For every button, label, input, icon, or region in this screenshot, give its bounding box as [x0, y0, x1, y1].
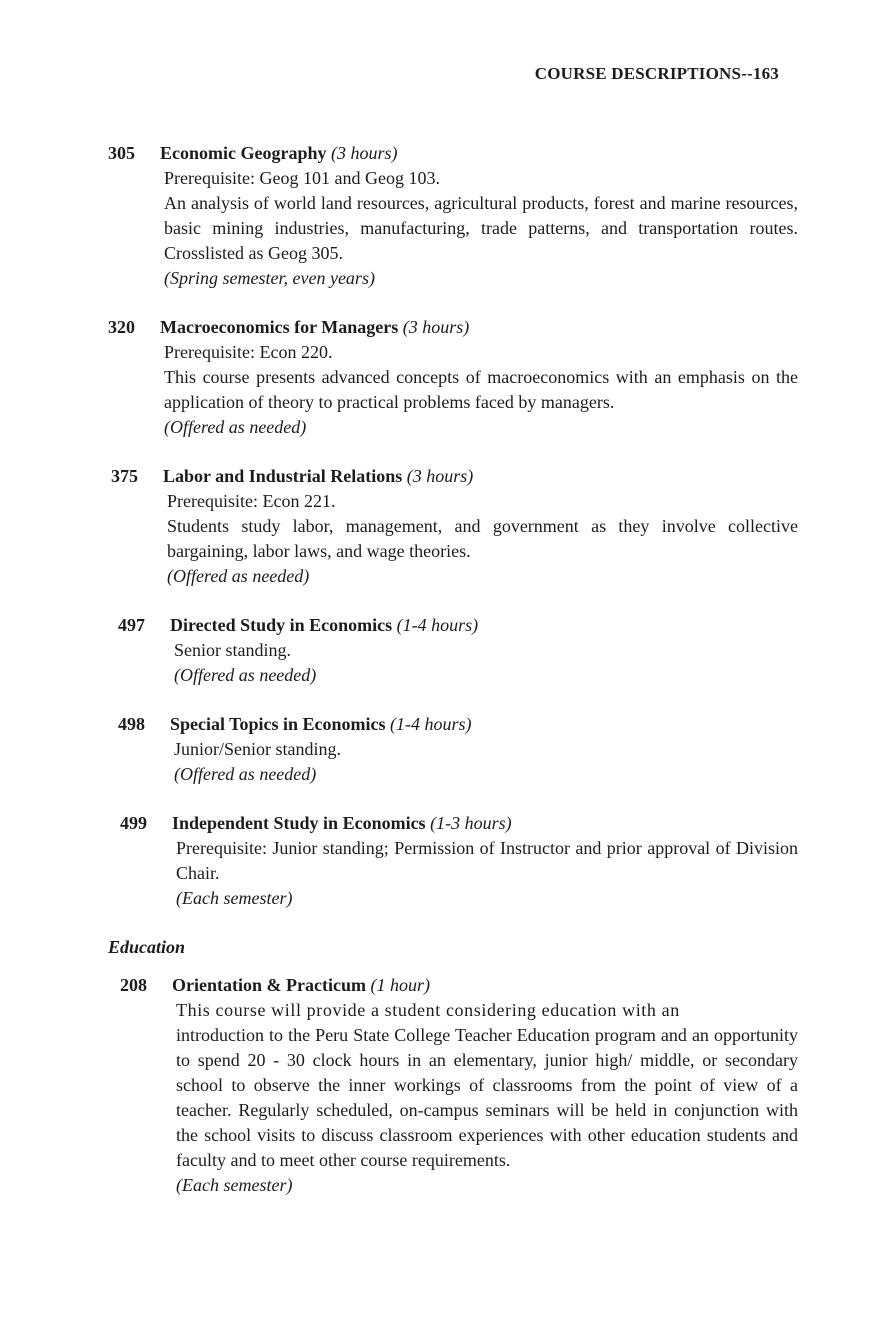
course-description: introduction to the Peru State College Teacher Education program and an opportunity to spend 20 - 30 clock hours in an elementary, junior high/ middle, or secondary school to observe the inner workings of classrooms from the point of view of a teacher. Regularly scheduled, on-campus seminars will be held in conjunction with the school visits to discuss classroom experiences with other education students and faculty and to meet other course requirements. — [176, 1025, 798, 1170]
course-heading — [118, 613, 798, 638]
course-offered: (Offered as needed) — [164, 417, 307, 437]
section-heading-education: Education — [108, 937, 186, 957]
course-prerequisite: Prerequisite: Junior standing; Permission of Instructor and prior approval of Division Chair. — [176, 838, 798, 883]
course-heading — [108, 315, 798, 340]
course-heading — [118, 712, 798, 737]
course-prerequisite: Junior/Senior standing. — [174, 739, 341, 759]
running-header: COURSE DESCRIPTIONS--163 — [534, 64, 779, 83]
course-number: 499 — [120, 813, 147, 833]
course-prerequisite: Prerequisite: Geog 101 and Geog 103. — [164, 168, 440, 188]
course-offered: (Offered as needed) — [174, 665, 317, 685]
course-body — [176, 998, 798, 1198]
course-offered: (Offered as needed) — [167, 566, 310, 586]
course-offered: (Each semester) — [176, 1175, 293, 1195]
course-offered: (Offered as needed) — [174, 764, 317, 784]
course-body — [176, 836, 798, 911]
course-title: Labor and Industrial Relations — [163, 466, 403, 486]
course-prerequisite: Prerequisite: Econ 220. — [164, 342, 333, 362]
course-number: 320 — [108, 317, 135, 337]
course-title: Macroeconomics for Managers — [160, 317, 399, 337]
course-body — [164, 166, 798, 291]
course-title: Directed Study in Economics — [170, 615, 393, 635]
course-title: Economic Geography — [160, 143, 327, 163]
course-title: Special Topics in Economics — [170, 714, 386, 734]
course-hours: (1-3 hours) — [430, 813, 512, 833]
course-hours: (1-4 hours) — [390, 714, 472, 734]
course-description-lead: This course will provide a student considering education with an — [176, 1000, 680, 1020]
course-title: Orientation & Practicum — [172, 975, 366, 995]
course-body — [164, 340, 798, 440]
course-offered: (Each semester) — [176, 888, 293, 908]
course-375 — [111, 464, 798, 589]
course-heading — [111, 464, 798, 489]
course-body — [174, 638, 798, 688]
course-heading — [120, 811, 798, 836]
course-list — [108, 141, 798, 1222]
course-498 — [118, 712, 798, 787]
course-hours: (3 hours) — [402, 317, 470, 337]
course-heading — [120, 973, 798, 998]
course-hours: (1-4 hours) — [396, 615, 479, 635]
course-body — [167, 489, 798, 589]
course-number: 208 — [120, 975, 147, 995]
course-hours: (3 hours) — [406, 466, 474, 486]
course-hours: (1 hour) — [370, 975, 430, 995]
course-description: An analysis of world land resources, agricultural products, forest and marine resources, basic mining industries, manufacturing, trade patterns, and transportation routes. Crosslisted as Geog 305. — [164, 193, 798, 263]
course-hours: (3 hours) — [331, 143, 398, 163]
course-description: This course presents advanced concepts of macroeconomics with an emphasis on the application of theory to practical problems faced by managers. — [164, 367, 798, 412]
course-number: 305 — [108, 143, 135, 163]
course-305 — [108, 141, 798, 291]
course-offered: (Spring semester, even years) — [164, 268, 375, 288]
course-497 — [118, 613, 798, 688]
course-320 — [108, 315, 798, 440]
course-number: 497 — [118, 615, 145, 635]
course-number: 375 — [111, 466, 138, 486]
course-499 — [120, 811, 798, 911]
course-prerequisite: Senior standing. — [174, 640, 291, 660]
course-description: Students study labor, management, and government as they involve collective bargaining, labor laws, and wage theories. — [167, 516, 798, 561]
course-prerequisite: Prerequisite: Econ 221. — [167, 491, 336, 511]
course-208 — [120, 973, 798, 1198]
course-heading — [108, 141, 798, 166]
course-number: 498 — [118, 714, 145, 734]
course-body — [174, 737, 798, 787]
course-title: Independent Study in Economics — [172, 813, 426, 833]
